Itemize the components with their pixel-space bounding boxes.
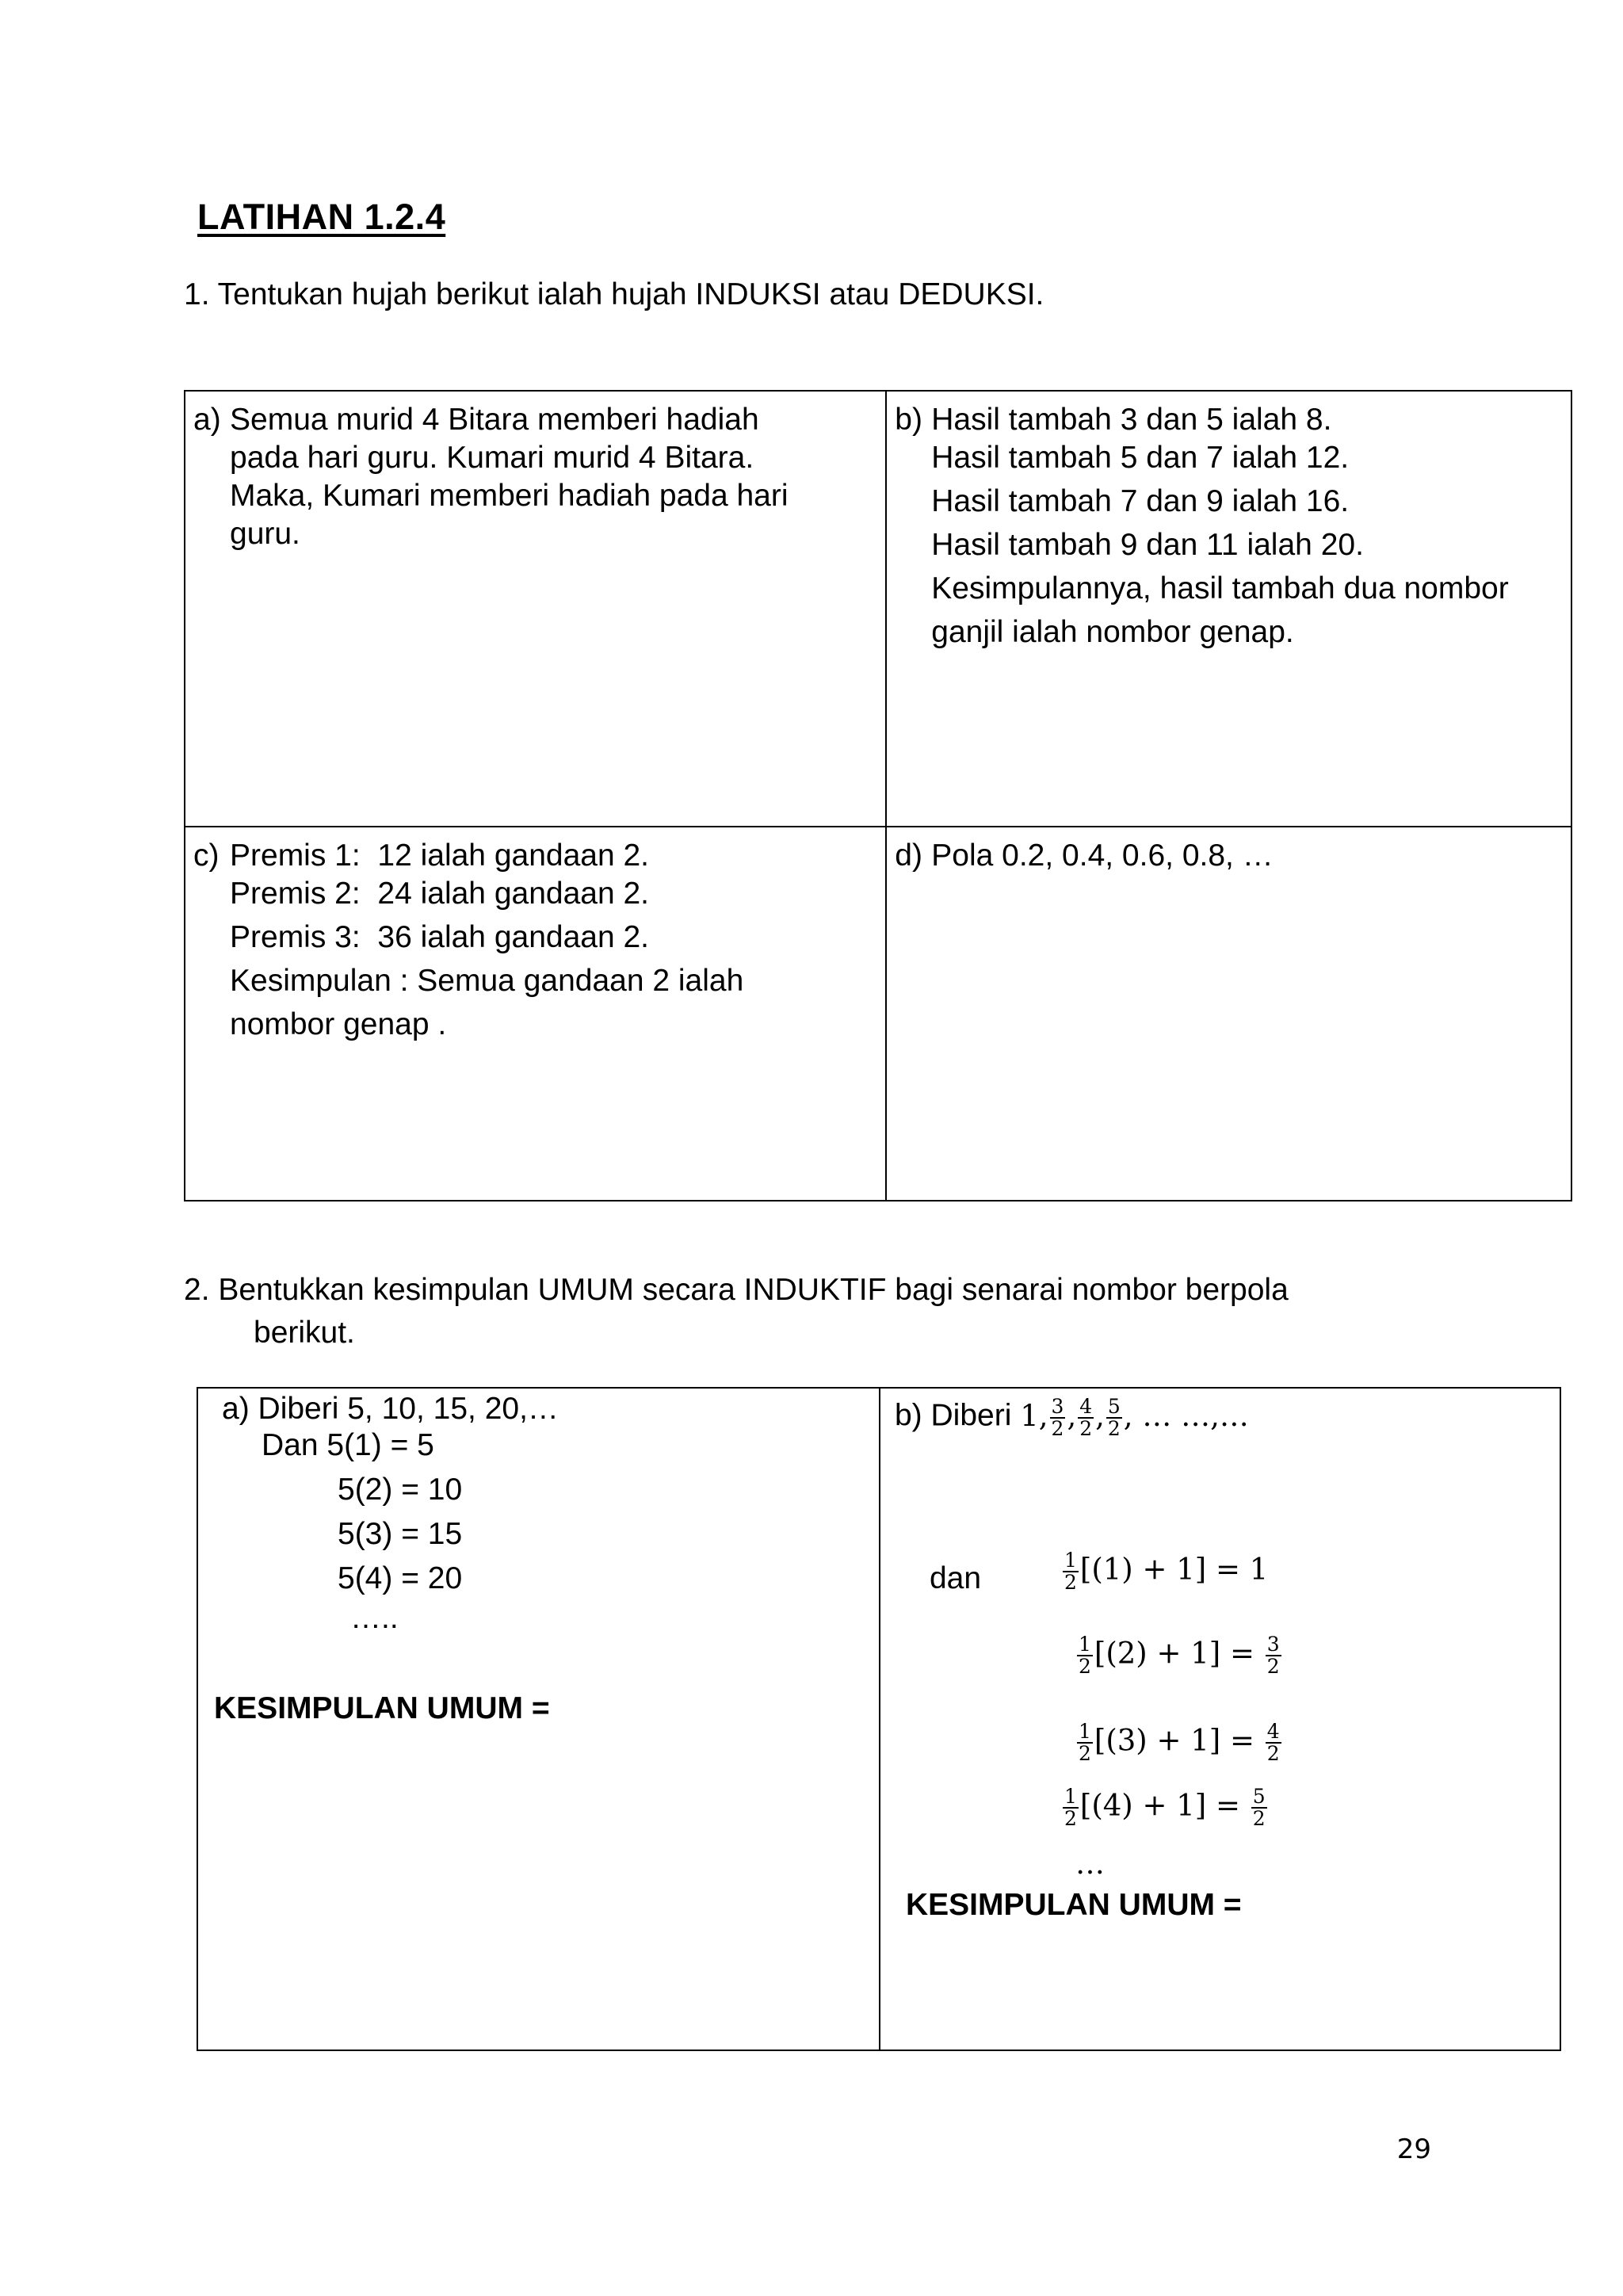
q2-a-label: a) <box>222 1392 250 1426</box>
half-fraction <box>1077 1721 1093 1764</box>
q1-cell-d <box>886 827 1571 1201</box>
q2-b-eq-4-result <box>1251 1786 1267 1829</box>
q1-c-line-5: nombor genap . <box>230 1007 447 1041</box>
q2-b-eq-1 <box>1061 1550 1268 1593</box>
q1-d-line-1: Pola 0.2, 0.4, 0.6, 0.8, … <box>931 839 1274 873</box>
q2-a-given: Diberi 5, 10, 15, 20,… <box>258 1392 559 1426</box>
q1-cell-b <box>886 391 1571 827</box>
frac-denominator: 2 <box>1051 1417 1064 1440</box>
q2-b-seq-end: , … …,… <box>1123 1398 1249 1433</box>
question-1-table <box>184 390 1572 1201</box>
q1-cell-a <box>185 391 886 827</box>
q2-b-eq-4 <box>1061 1786 1269 1829</box>
frac-numerator: 4 <box>1266 1720 1280 1743</box>
q1-b-line-4: Hasil tambah 9 dan 11 ialah 20. <box>931 528 1364 562</box>
q2-a-dots: ….. <box>350 1601 399 1635</box>
frac-denominator: 2 <box>1064 1807 1077 1830</box>
q1-a-label: a) <box>193 403 221 437</box>
q1-cell-c-content <box>185 827 885 1046</box>
q1-c-line-4: Kesimpulan : Semua gandaan 2 ialah <box>230 964 744 998</box>
question-1-text: 1. Tentukan hujah berikut ialah hujah INDUKSI atau DEDUKSI. <box>184 277 1044 311</box>
q1-a-line-3: Maka, Kumari memberi hadiah pada hari <box>230 479 789 513</box>
frac-denominator: 2 <box>1064 1571 1077 1594</box>
q2-b-sequence: 1, $\frac{3}{2}$ , $\frac{4}{2}$ , $\frac{5}{2}$ , … …,… <box>1020 1395 1249 1440</box>
question-2-table <box>197 1387 1561 2051</box>
frac-numerator: 1 <box>1064 1549 1077 1572</box>
page-title: LATIHAN 1.2.4 <box>197 197 446 237</box>
half-fraction <box>1077 1634 1093 1677</box>
q2-a-conclusion: KESIMPULAN UMUM = <box>214 1691 550 1725</box>
frac-numerator: 3 <box>1266 1633 1280 1656</box>
frac-denominator: 2 <box>1079 1417 1093 1440</box>
frac-numerator: 1 <box>1078 1633 1091 1656</box>
page-number: 29 <box>1396 2134 1431 2165</box>
q2-b-seq-start: 1, <box>1020 1398 1048 1433</box>
q1-b-line-3: Hasil tambah 7 dan 9 ialah 16. <box>931 484 1350 518</box>
q2-b-eq-3 <box>1075 1721 1283 1764</box>
half-fraction <box>1063 1786 1079 1829</box>
q1-c-line-1: Premis 1: 12 ialah gandaan 2. <box>230 839 650 873</box>
frac-numerator: 4 <box>1079 1395 1093 1418</box>
q2-b-eq-4-expr: [(4) + 1] = <box>1079 1788 1240 1823</box>
question-2-line-2: berikut. <box>254 1316 355 1350</box>
q1-c-label: c) <box>193 839 220 873</box>
q2-b-seq-frac-3 <box>1106 1396 1122 1439</box>
q2-cell-a <box>197 1388 880 2050</box>
q1-cell-d-content <box>887 827 1571 877</box>
q2-a-eq-3: 5(3) = 15 <box>338 1517 463 1551</box>
q2-b-given-line <box>895 1396 1249 1439</box>
q2-b-label: b) <box>894 1398 922 1433</box>
frac-numerator: 1 <box>1064 1785 1077 1808</box>
q1-c-line-3: Premis 3: 36 ialah gandaan 2. <box>230 920 650 954</box>
q2-b-seq-frac-1 <box>1050 1396 1066 1439</box>
q2-a-eq-2: 5(2) = 10 <box>338 1473 463 1507</box>
q2-b-eq-2 <box>1075 1634 1283 1677</box>
q2-b-given: Diberi <box>930 1398 1012 1433</box>
frac-numerator: 5 <box>1107 1395 1121 1418</box>
q1-b-line-2: Hasil tambah 5 dan 7 ialah 12. <box>931 441 1350 475</box>
q2-b-conclusion: KESIMPULAN UMUM = <box>905 1888 1242 1922</box>
frac-denominator: 2 <box>1266 1655 1280 1678</box>
q2-b-eq-1-expr: [(1) + 1] = 1 <box>1079 1552 1269 1587</box>
q2-b-eq-3-result <box>1266 1721 1281 1764</box>
q2-b-seq-frac-2 <box>1078 1396 1094 1439</box>
frac-numerator: 1 <box>1078 1720 1091 1743</box>
half-fraction <box>1063 1550 1079 1593</box>
q1-a-line-2: pada hari guru. Kumari murid 4 Bitara. <box>230 441 754 475</box>
q1-b-line-6: ganjil ialah nombor genap. <box>931 615 1294 649</box>
q1-cell-a-content <box>185 392 885 556</box>
question-2-line-1: 2. Bentukkan kesimpulan UMUM secara INDUKTIF bagi senarai nombor berpola <box>184 1273 1289 1307</box>
frac-denominator: 2 <box>1078 1655 1091 1678</box>
frac-denominator: 2 <box>1107 1417 1121 1440</box>
q1-cell-c <box>185 827 886 1201</box>
frac-numerator: 5 <box>1252 1785 1266 1808</box>
question-2-text <box>184 1268 1289 1355</box>
q2-a-eq-4: 5(4) = 20 <box>338 1561 463 1595</box>
frac-numerator: 3 <box>1051 1395 1064 1418</box>
q2-a-dan: Dan 5(1) = 5 <box>262 1428 434 1462</box>
frac-denominator: 2 <box>1252 1807 1266 1830</box>
q2-b-eq-2-expr: [(2) + 1] = <box>1094 1636 1254 1671</box>
q1-c-line-2: Premis 2: 24 ialah gandaan 2. <box>230 877 650 911</box>
q2-b-eq-2-result <box>1266 1634 1281 1677</box>
q1-a-line-4: guru. <box>230 517 300 551</box>
q1-a-line-1: Semua murid 4 Bitara memberi hadiah <box>230 403 759 437</box>
q2-b-eq-3-expr: [(3) + 1] = <box>1094 1723 1254 1758</box>
q2-b-dots: … <box>1075 1847 1105 1881</box>
frac-denominator: 2 <box>1266 1742 1280 1765</box>
q2-b-dan: dan <box>929 1561 982 1595</box>
q2-cell-b <box>880 1388 1560 2050</box>
q1-d-label: d) <box>895 839 922 873</box>
q1-b-line-5: Kesimpulannya, hasil tambah dua nombor <box>931 571 1509 606</box>
frac-denominator: 2 <box>1078 1742 1091 1765</box>
q1-cell-b-content <box>887 392 1571 654</box>
q2-a-given-line <box>222 1392 559 1427</box>
q1-b-line-1: Hasil tambah 3 dan 5 ialah 8. <box>931 403 1332 437</box>
q1-b-label: b) <box>895 403 922 437</box>
